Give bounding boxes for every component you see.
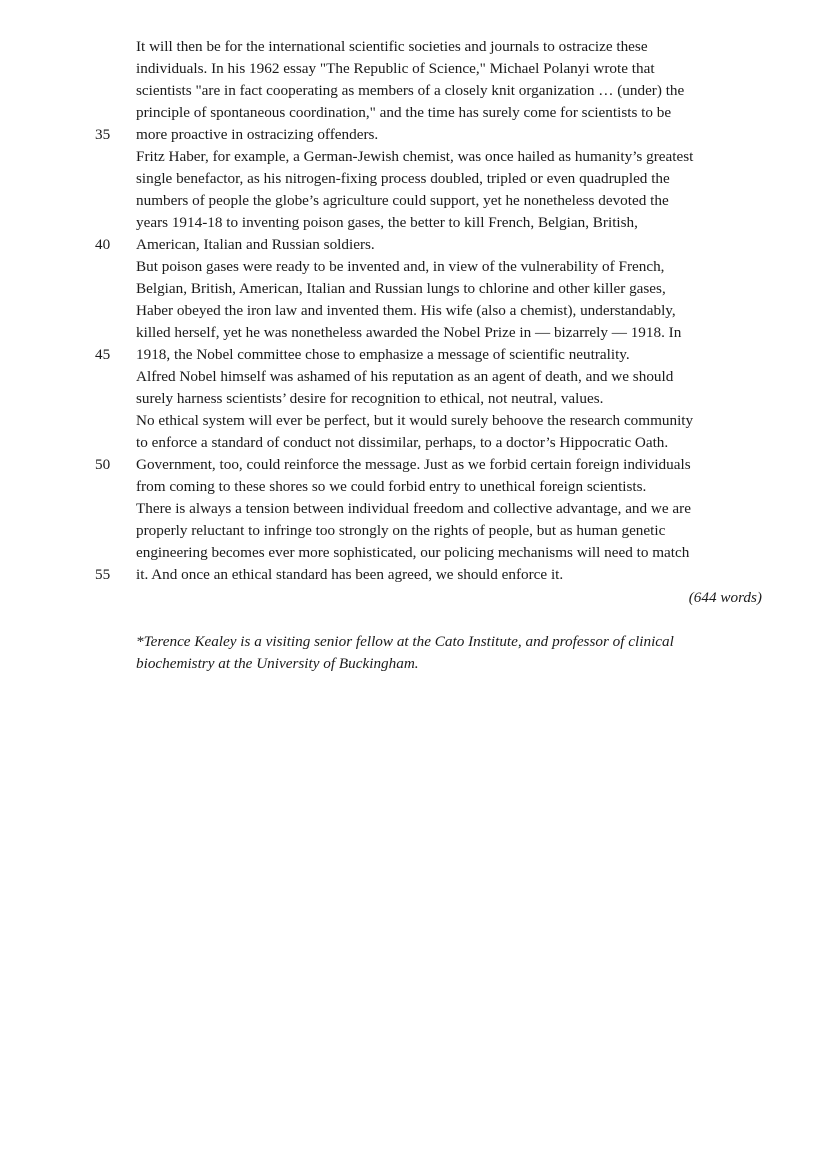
author-footnote <box>136 631 766 675</box>
line-text: killed herself, yet he was nonetheless awarded the Nobel Prize in — bizarrely — 1918. In <box>136 324 682 341</box>
line-number: 45 <box>95 346 111 363</box>
text-line <box>0 234 828 256</box>
line-text: Government, too, could reinforce the message. Just as we forbid certain foreign individuals <box>136 456 691 473</box>
line-text: to enforce a standard of conduct not dissimilar, perhaps, to a doctor’s Hippocratic Oath. <box>136 434 669 451</box>
line-text: American, Italian and Russian soldiers. <box>136 236 375 253</box>
text-line <box>0 190 828 212</box>
line-text: from coming to these shores so we could forbid entry to unethical foreign scientists. <box>136 478 647 495</box>
line-number: 40 <box>95 236 111 253</box>
text-line <box>0 168 828 190</box>
line-text: Fritz Haber, for example, a German-Jewish chemist, was once hailed as humanity’s greatest <box>136 148 694 165</box>
text-line <box>0 498 828 520</box>
line-text: scientists "are in fact cooperating as members of a closely knit organization … (under) the <box>136 82 685 99</box>
text-line <box>0 212 828 234</box>
line-text: Alfred Nobel himself was ashamed of his reputation as an agent of death, and we should <box>136 368 674 385</box>
text-line <box>0 476 828 498</box>
text-line <box>0 102 828 124</box>
line-text: surely harness scientists’ desire for recognition to ethical, not neutral, values. <box>136 390 604 407</box>
line-text: more proactive in ostracizing offenders. <box>136 126 379 143</box>
line-text: But poison gases were ready to be invented and, in view of the vulnerability of French, <box>136 258 665 275</box>
line-text: Belgian, British, American, Italian and Russian lungs to chlorine and other killer gases, <box>136 280 666 297</box>
line-text: Haber obeyed the iron law and invented them. His wife (also a chemist), understandably, <box>136 302 676 319</box>
text-line <box>0 564 828 586</box>
line-text: engineering becomes ever more sophisticated, our policing mechanisms will need to match <box>136 544 690 561</box>
footnote-line: *Terence Kealey is a visiting senior fellow at the Cato Institute, and professor of clinical <box>136 633 674 650</box>
line-number: 55 <box>95 566 111 583</box>
text-line <box>0 344 828 366</box>
line-text: years 1914-18 to inventing poison gases, the better to kill French, Belgian, British, <box>136 214 638 231</box>
footnote-line: biochemistry at the University of Buckingham. <box>136 655 419 672</box>
text-line <box>0 300 828 322</box>
line-text: principle of spontaneous coordination," and the time has surely come for scientists to be <box>136 104 672 121</box>
text-line <box>0 124 828 146</box>
text-line <box>0 432 828 454</box>
text-line <box>0 58 828 80</box>
line-text: There is always a tension between individual freedom and collective advantage, and we are <box>136 500 691 517</box>
text-line <box>0 146 828 168</box>
line-text: properly reluctant to infringe too strongly on the rights of people, but as human genetic <box>136 522 666 539</box>
text-line <box>0 366 828 388</box>
text-line <box>0 322 828 344</box>
line-text: numbers of people the globe’s agriculture could support, yet he nonetheless devoted the <box>136 192 669 209</box>
text-line <box>0 388 828 410</box>
line-number: 35 <box>95 126 111 143</box>
text-line <box>0 80 828 102</box>
line-text: single benefactor, as his nitrogen-fixing process doubled, tripled or even quadrupled the <box>136 170 670 187</box>
text-line <box>0 542 828 564</box>
line-text: It will then be for the international scientific societies and journals to ostracize these <box>136 38 648 55</box>
line-text: 1918, the Nobel committee chose to emphasize a message of scientific neutrality. <box>136 346 630 363</box>
text-line <box>0 410 828 432</box>
article-body <box>0 36 828 586</box>
text-line <box>0 36 828 58</box>
text-line <box>0 256 828 278</box>
text-line <box>0 520 828 542</box>
line-text: it. And once an ethical standard has been agreed, we should enforce it. <box>136 566 564 583</box>
text-line <box>0 454 828 476</box>
line-number: 50 <box>95 456 111 473</box>
line-text: individuals. In his 1962 essay "The Republic of Science," Michael Polanyi wrote that <box>136 60 655 77</box>
word-count: (644 words) <box>688 589 762 606</box>
text-line <box>0 278 828 300</box>
line-text: No ethical system will ever be perfect, but it would surely behoove the research community <box>136 412 694 429</box>
